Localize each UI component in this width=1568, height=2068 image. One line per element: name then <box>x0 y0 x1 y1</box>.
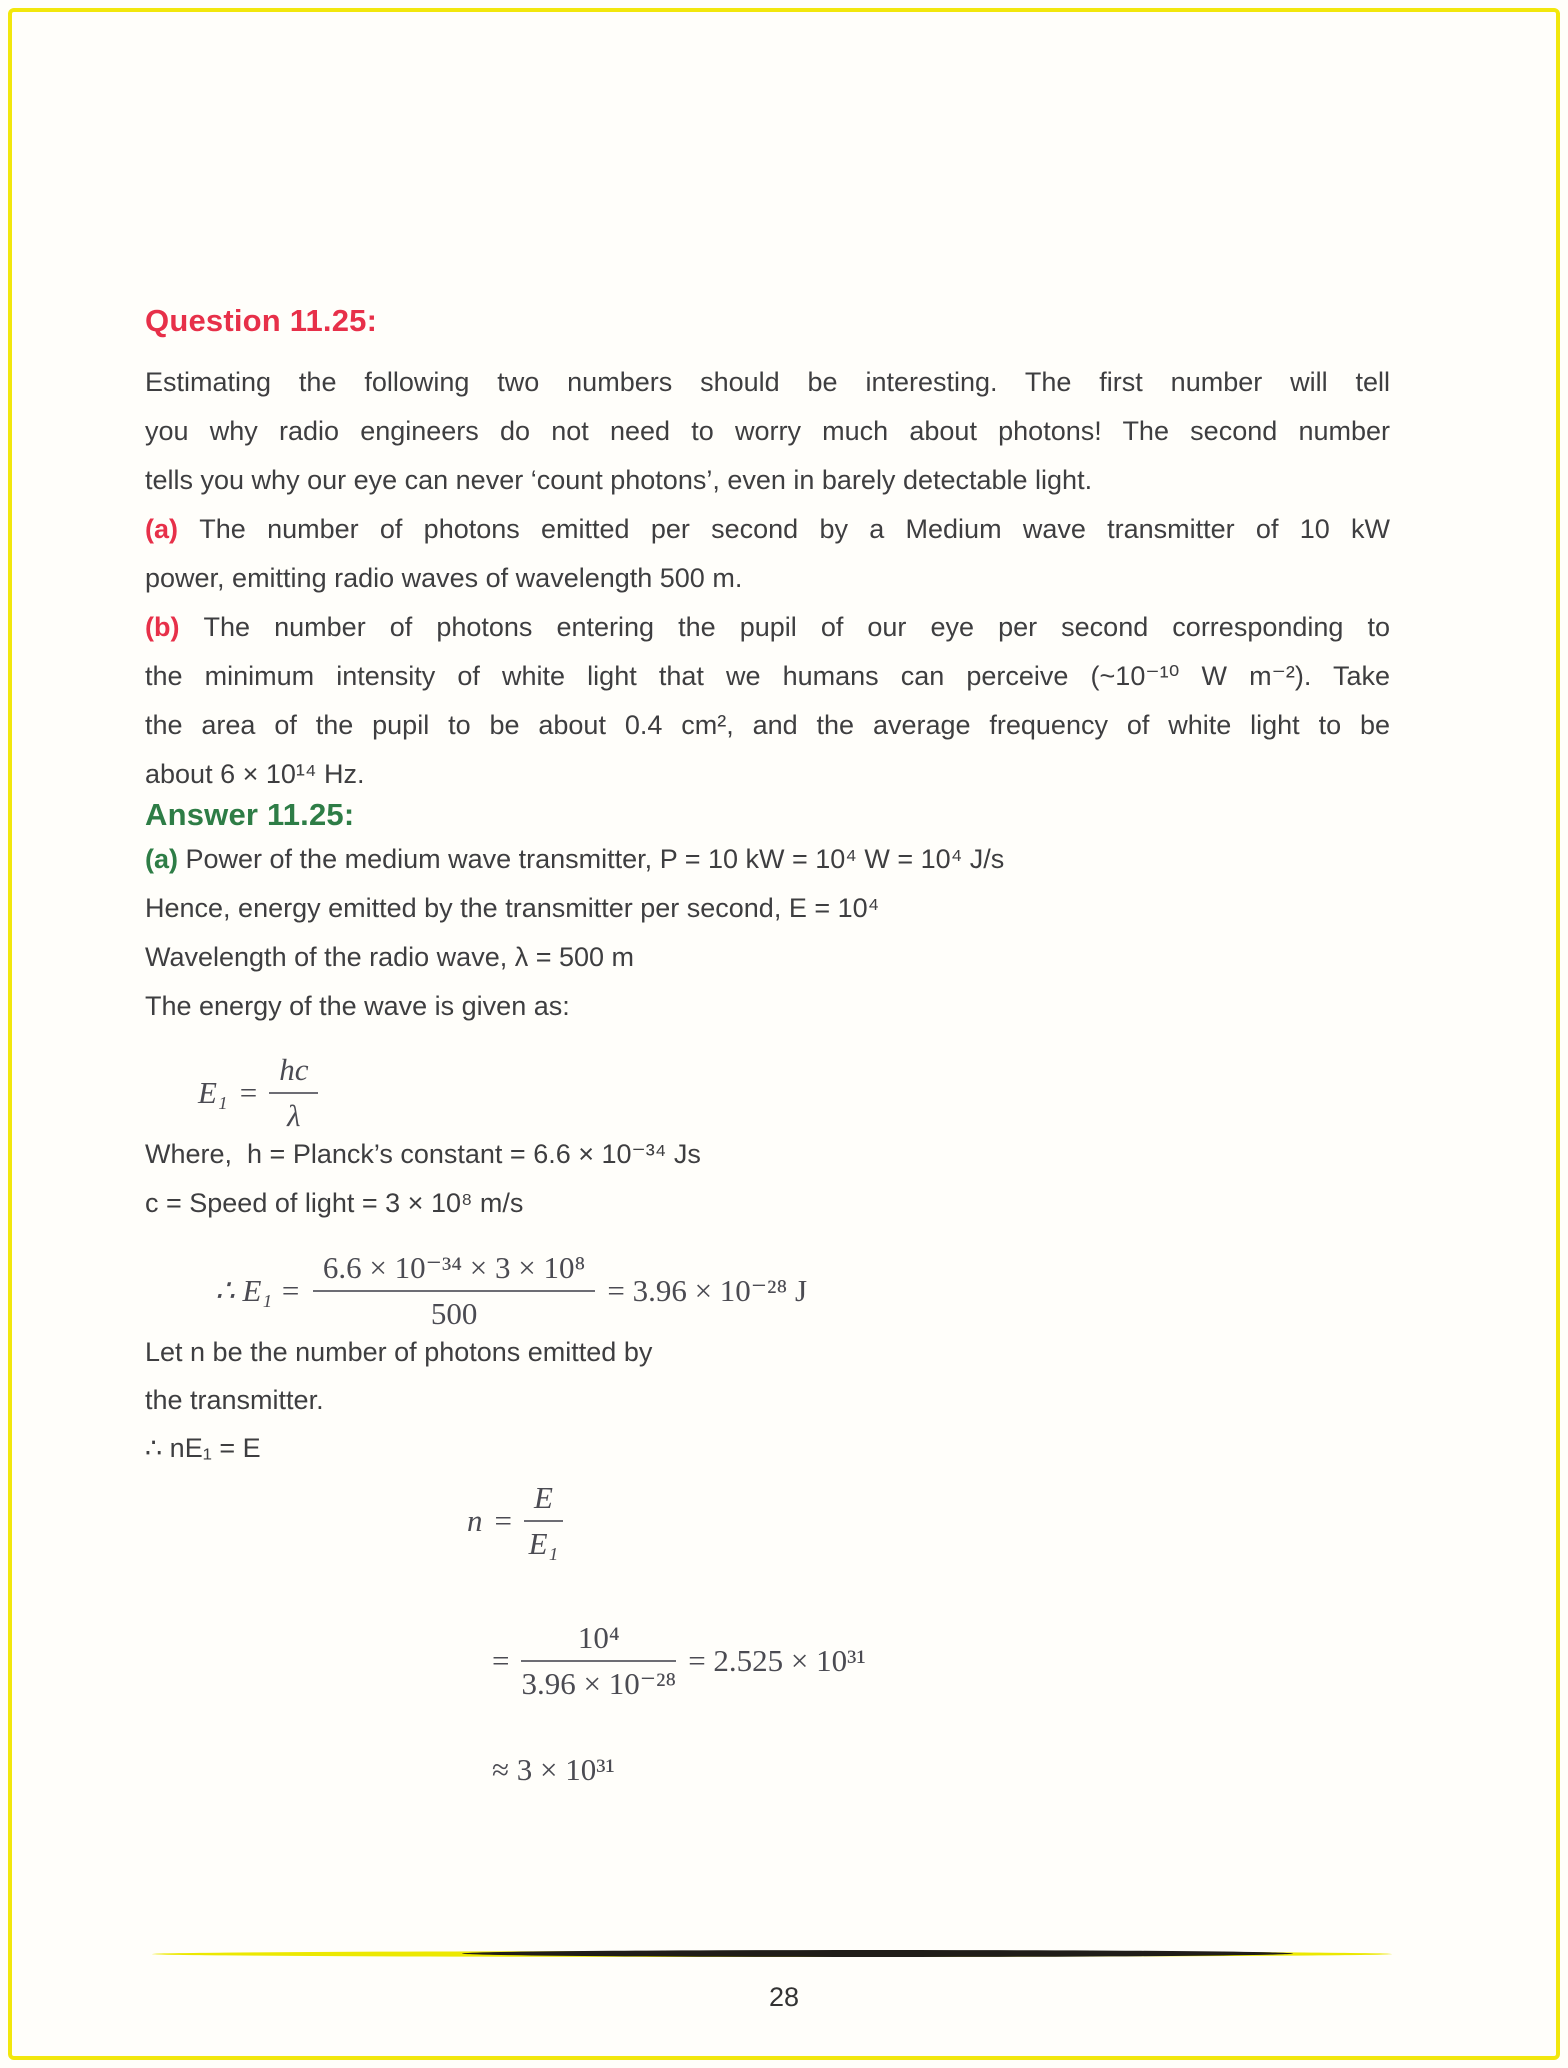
fraction <box>313 1250 595 1332</box>
text-segment: the minimum intensity of white light that we humans can perceive (~10⁻¹⁰ W m⁻²). Take <box>145 661 1390 691</box>
text-segment: Power of the medium wave transmitter, P = 10 kW = 10⁴ W = 10⁴ J/s <box>185 844 1005 874</box>
equals-sign: = <box>494 1503 512 1538</box>
text-line <box>145 1130 1390 1179</box>
equals-sign: = <box>239 1075 258 1110</box>
equation-n-approx <box>492 1752 615 1788</box>
text-line <box>145 835 1390 884</box>
text-segment: tells you why our eye can never ‘count photons’, even in barely detectable light. <box>145 465 1093 495</box>
text-line <box>145 701 1390 750</box>
text-line <box>145 750 1390 799</box>
text-line <box>145 407 1390 456</box>
fraction-denominator: E₁ <box>528 1526 559 1561</box>
text-line <box>145 505 1390 554</box>
text-line <box>145 933 1390 982</box>
text-segment: The energy of the wave is given as: <box>145 991 570 1021</box>
text-segment: Wavelength of the radio wave, λ = 500 m <box>145 942 635 972</box>
text-segment: The number of photons entering the pupil of our eye per second corresponding to <box>203 612 1390 642</box>
fraction-numerator: E <box>524 1480 563 1522</box>
text-line <box>145 554 1390 603</box>
list-marker: (b) <box>145 612 204 642</box>
text-segment: c = Speed of light = 3 × 10⁸ m/s <box>145 1188 524 1218</box>
equation-n-value <box>492 1620 866 1702</box>
fraction <box>269 1052 318 1134</box>
text-segment: you why radio engineers do not need to worry much about photons! The second number <box>145 416 1390 446</box>
text-line <box>145 358 1390 407</box>
equation-photon-energy <box>198 1052 318 1134</box>
list-marker: (a) <box>145 514 200 544</box>
equation-result: = 2.525 × 10³¹ <box>688 1643 866 1678</box>
photon-count-paragraph <box>145 1328 1390 1472</box>
answer-heading: Answer 11.25: <box>145 797 355 832</box>
question-paragraph <box>145 358 1390 799</box>
page-number: 28 <box>768 1982 800 2012</box>
fraction-numerator: hc <box>269 1052 318 1094</box>
equation-lhs: n <box>467 1503 483 1538</box>
fraction-denominator: 3.96 × 10⁻²⁸ <box>521 1666 677 1701</box>
text-segment: the area of the pupil to be about 0.4 cm², and the average frequency of white light to be <box>145 710 1390 740</box>
equation-n-definition <box>467 1480 563 1562</box>
text-line <box>145 603 1390 652</box>
text-segment: Let n be the number of photons emitted by <box>145 1337 653 1367</box>
constants-paragraph <box>145 1130 1390 1228</box>
text-line <box>145 884 1390 933</box>
fraction-numerator: 10⁴ <box>521 1620 676 1662</box>
decorative-rule <box>152 1948 1392 1960</box>
text-segment: ∴ nE₁ = E <box>145 1433 261 1463</box>
fraction-denominator: 500 <box>430 1296 478 1331</box>
text-segment: power, emitting radio waves of wavelength 500 m. <box>145 563 743 593</box>
text-segment: The number of photons emitted per second by a Medium wave transmitter of 10 kW <box>199 514 1391 544</box>
equation-prefix: = <box>492 1643 510 1678</box>
equation-prefix: ∴ E₁ = <box>215 1273 301 1308</box>
rule-dark-line <box>462 1950 1293 1957</box>
fraction-numerator: 6.6 × 10⁻³⁴ × 3 × 10⁸ <box>313 1250 595 1292</box>
list-marker: (a) <box>145 844 186 874</box>
equation-e1-value <box>215 1250 807 1332</box>
fraction <box>524 1480 563 1562</box>
equation-result: = 3.96 × 10⁻²⁸ J <box>607 1273 808 1308</box>
text-segment: Where, h = Planck’s constant = 6.6 × 10⁻³⁴ Js <box>145 1139 701 1169</box>
answer-intro-paragraph <box>145 835 1390 1031</box>
equation-lhs: E₁ <box>198 1075 228 1110</box>
text-line <box>145 1424 1390 1472</box>
text-line <box>145 652 1390 701</box>
text-line <box>145 1179 1390 1228</box>
text-segment: Hence, energy emitted by the transmitter per second, E = 10⁴ <box>145 893 880 923</box>
text-segment: about 6 × 10¹⁴ Hz. <box>145 759 365 789</box>
equation-text: ≈ 3 × 10³¹ <box>492 1752 615 1787</box>
text-segment: Estimating the following two numbers should be interesting. The first number will tell <box>145 367 1390 397</box>
text-line <box>145 1376 1390 1424</box>
text-segment: the transmitter. <box>145 1385 324 1415</box>
question-heading: Question 11.25: <box>145 303 378 338</box>
text-line <box>145 982 1390 1031</box>
text-line <box>145 1328 1390 1376</box>
fraction <box>521 1620 676 1702</box>
text-line <box>145 456 1390 505</box>
fraction-denominator: λ <box>287 1098 301 1133</box>
